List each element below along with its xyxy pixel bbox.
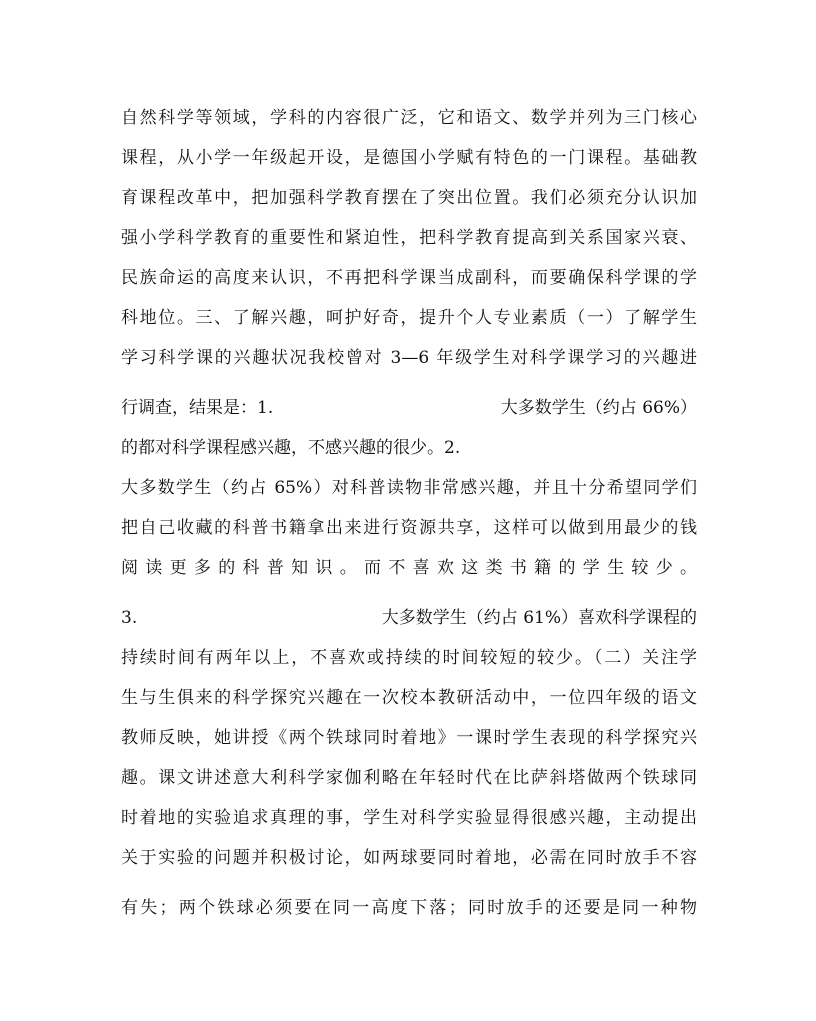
text-line-15: 生与生俱来的科学探究兴趣在一次校本教研活动中，一位四年级的语文 <box>121 688 697 708</box>
text-line-8 <box>121 393 697 423</box>
text-line-20: 有失；两个铁球必须要在同一高度下落；同时放手的还要是同一种物 <box>121 898 697 918</box>
text-line-4: 强小学科学教育的重要性和紧迫性，把科学教育提高到关系国家兴衰、 <box>121 228 697 248</box>
text-line-17: 趣。课文讲述意大利科学家伽利略在年轻时代在比萨斜塔做两个铁球同 <box>121 768 697 788</box>
text-line-3: 育课程改革中，把加强科学教育摆在了突出位置。我们必须充分认识加 <box>121 188 697 208</box>
text-line-9: 的都对科学课程感兴趣，不感兴趣的很少。2. <box>121 438 461 458</box>
text-line-18: 时着地的实验追求真理的事，学生对科学实验显得很感兴趣，主动提出 <box>121 808 697 828</box>
text-line-13-left: 3. <box>121 608 138 628</box>
text-line-10: 大多数学生（约占 65%）对科普读物非常感兴趣，并且十分希望同学们 <box>121 478 697 498</box>
text-line-12: 阅读更多的科普知识。而不喜欢这类书籍的学生较少。 <box>121 558 697 578</box>
text-line-5: 民族命运的高度来认识，不再把科学课当成副科，而要确保科学课的学 <box>121 268 697 288</box>
text-line-7: 学习科学课的兴趣状况我校曾对 3—6 年级学生对科学课学习的兴趣进 <box>121 348 697 368</box>
text-line-19: 关于实验的问题并积极讨论，如两球要同时着地，必需在同时放手不容 <box>121 848 697 868</box>
text-line-16: 教师反映，她讲授《两个铁球同时着地》一课时学生表现的科学探究兴 <box>121 728 697 748</box>
text-line-8-left: 行调查，结果是：1. <box>121 398 274 418</box>
text-line-6: 科地位。三、了解兴趣，呵护好奇，提升个人专业素质（一）了解学生 <box>121 308 697 328</box>
text-line-11: 把自己收藏的科普书籍拿出来进行资源共享，这样可以做到用最少的钱 <box>121 518 697 538</box>
text-line-13-right: 大多数学生（约占 61%）喜欢科学课程的 <box>381 608 697 628</box>
text-line-8-right: 大多数学生（约占 66%） <box>500 398 697 418</box>
text-line-14: 持续时间有两年以上，不喜欢或持续的时间较短的较少。（二）关注学 <box>121 648 697 668</box>
text-line-2: 课程，从小学一年级起开设，是德国小学赋有特色的一门课程。基础教 <box>121 148 697 168</box>
text-line-1: 自然科学等领域，学科的内容很广泛，它和语文、数学并列为三门核心 <box>121 108 697 128</box>
text-line-13 <box>121 603 697 633</box>
